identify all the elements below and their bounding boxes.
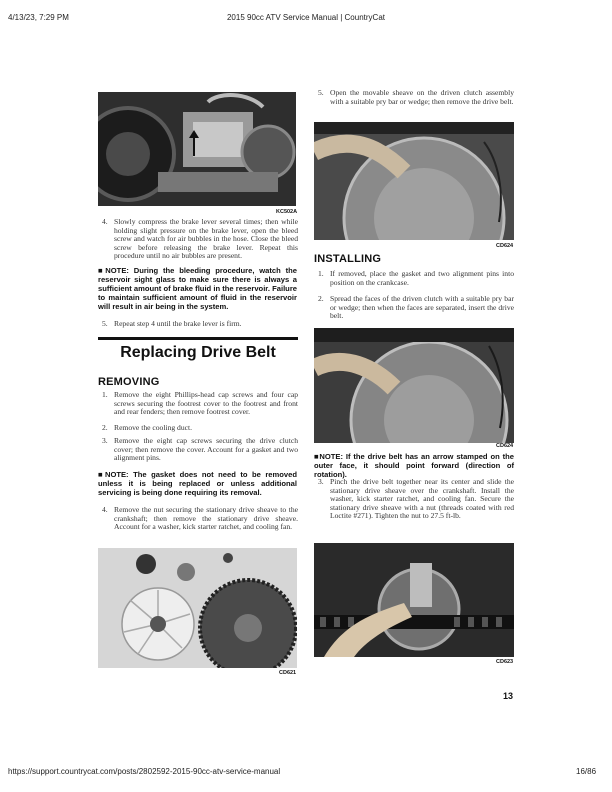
- step-number: 1.: [102, 390, 108, 399]
- step-number: 3.: [318, 477, 324, 486]
- step-text: Remove the nut securing the stationary drive sheave to the crankshaft; then remove the stationary drive sheave. Account for a washer, kick starter ratchet, and cooling fan.: [114, 505, 298, 532]
- step-text: Pinch the drive belt together near its center and slide the stationary drive sheave over the crankshaft. Install the washer, kick starter ratchet, and cooling fan. Secure the stationary drive sheave with a nut (threads coated with red Loctite #271). Tighten the nut to 27.5 ft-lb.: [330, 477, 514, 521]
- print-page-counter: 16/86: [576, 767, 597, 776]
- heading-installing: INSTALLING: [314, 253, 382, 265]
- print-url[interactable]: https://support.countrycat.com/posts/2802592-2015-90cc-atv-service-manual: [8, 767, 281, 776]
- section-banner-replacing-drive-belt: Replacing Drive Belt: [120, 344, 276, 361]
- step-number: 1.: [318, 269, 324, 278]
- note-gasket: ■NOTE: The gasket does not need to be removed unless it is being replaced or unless additional servicing is being done requiring its removal.: [98, 470, 297, 497]
- step-number: 4.: [102, 217, 108, 226]
- figure-code-cd623: CD623: [496, 659, 514, 665]
- step-number: 4.: [102, 505, 108, 514]
- page-number: 13: [503, 691, 514, 701]
- sheave-parts-photo: [98, 548, 297, 668]
- step-text: Spread the faces of the driven clutch with a suitable pry bar or wedge; then when the faces are separated, insert the drive belt.: [330, 294, 514, 321]
- belt-install-illustration: [314, 328, 514, 443]
- print-title: 2015 90cc ATV Service Manual | CountryCat: [226, 13, 385, 22]
- step-text: Slowly compress the brake lever several times; then while holding slight pressure on the brake lever, open the bleed screw and watch for air bubbles in the hose. Close the bleed screw before releasing the brake lever. Repeat this procedure until no air bubbles are present.: [114, 217, 298, 261]
- brake-caliper-illustration: [98, 92, 296, 206]
- sheave-parts-illustration: [98, 548, 297, 668]
- figure-code-cd621: CD621: [279, 670, 297, 676]
- section-rule: [98, 337, 298, 340]
- step-text: Remove the eight Phillips-head cap screws and four cap screws securing the footrest cover to the footrest and front and rear fenders; then remove footrest cover.: [114, 390, 298, 417]
- note-belt-arrow: ■NOTE: If the drive belt has an arrow stamped on the outer face, it should point forward (direction of rotation).: [314, 452, 514, 479]
- step-number: 2.: [318, 294, 324, 303]
- brake-step-5: [102, 320, 298, 329]
- note-bleeding: ■NOTE: During the bleeding procedure, watch the reservoir sight glass to make sure there is always a sufficient amount of brake fluid in the reservoir. Failure to maintain sufficient amount of fluid in the reservoir will result in air being in the system.: [98, 266, 297, 311]
- figure-code-cd624-b: CD624: [496, 443, 514, 449]
- brake-step-4: [102, 218, 298, 261]
- step-number: 2.: [102, 423, 108, 432]
- brake-caliper-photo: [98, 92, 296, 206]
- install-step-3: [318, 478, 514, 521]
- step-number: 5.: [102, 319, 108, 328]
- step-text: Remove the cooling duct.: [114, 423, 193, 432]
- figure-code-cd624-a: CD624: [496, 243, 514, 249]
- figure-code-kc502a: KC502A: [276, 209, 298, 215]
- remove-step-4: [102, 506, 298, 532]
- step-number: 3.: [102, 436, 108, 445]
- belt-install-photo: [314, 328, 514, 443]
- step-text: Repeat step 4 until the brake lever is firm.: [114, 319, 242, 328]
- stationary-sheave-photo: [314, 543, 514, 657]
- remove-step-1: [102, 391, 298, 417]
- remove-step-2: [102, 424, 298, 433]
- stationary-sheave-illustration: [314, 543, 514, 657]
- step-text: Remove the eight cap screws securing the drive clutch cover; then remove the cover. Account for a gasket and two alignment pins.: [114, 436, 298, 463]
- step-text: If removed, place the gasket and two alignment pins into position on the crankcase.: [330, 269, 514, 287]
- install-step-1: [318, 270, 514, 287]
- driven-clutch-illustration: [314, 122, 514, 240]
- step-text: Open the movable sheave on the driven clutch assembly with a suitable pry bar or wedge; then remove the drive belt.: [330, 88, 514, 106]
- step-number: 5.: [318, 88, 324, 97]
- print-datetime: 4/13/23, 7:29 PM: [8, 13, 69, 22]
- driven-clutch-photo: [314, 122, 514, 240]
- heading-removing: REMOVING: [98, 376, 160, 388]
- remove-step-5: [318, 89, 514, 106]
- install-step-2: [318, 295, 514, 321]
- remove-step-3: [102, 437, 298, 463]
